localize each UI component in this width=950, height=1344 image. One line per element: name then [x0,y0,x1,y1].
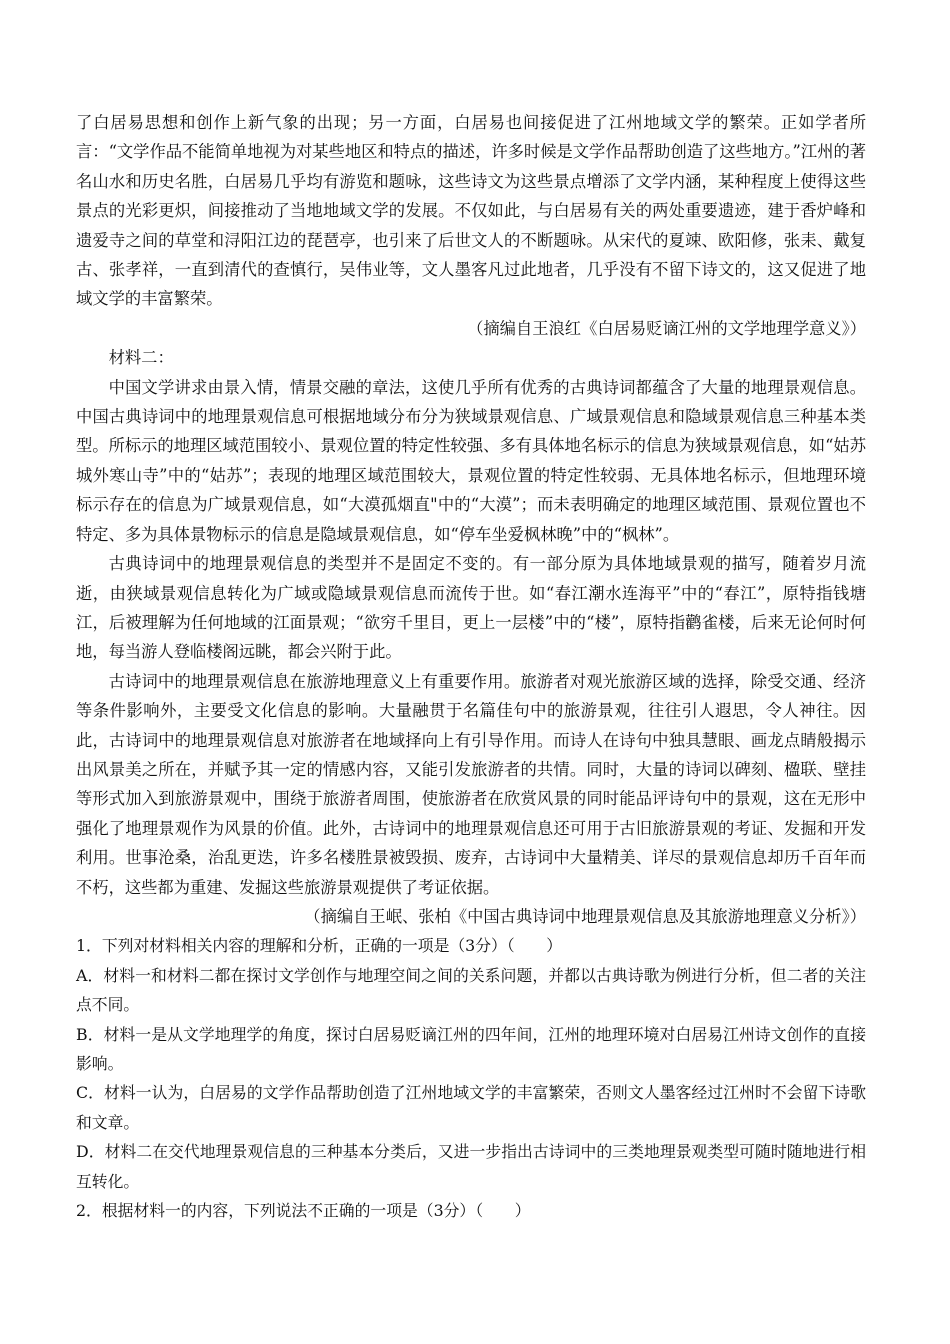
question-1-option-c[interactable]: C．材料一认为，白居易的文学作品帮助创造了江州地域文学的丰富繁荣，否则文人墨客经过江州时不会留下诗歌和文章。 [76,1083,866,1132]
material-two-paragraph-2: 古典诗词中的地理景观信息的类型并不是固定不变的。有一部分原为具体地域景观的描写，随着岁月流逝，由狭域景观信息转化为广域或隐域景观信息而流传于世。如“春江潮水连海平”中的“春江”，原特指钱塘江，后被理解为任何地域的江面景观；“欲穷千里目，更上一层楼”中的“楼”，原特指鹳雀楼，后来无论何时何地，每当游人登临楼阁远眺，都会兴附于此。 [76,554,866,662]
material-two-heading: 材料二： [108,348,174,368]
question-2-stem: 2．根据材料一的内容，下列说法不正确的一项是（3分）（ ） [76,1201,531,1221]
material-one-paragraph: 了白居易思想和创作上新气象的出现；另一方面，白居易也间接促进了江州地域文学的繁荣。正如学者所言：“文学作品不能简单地视为对某些地区和特点的描述，许多时候是文学作品帮助创造了这些地方。”江州的著名山水和历史名胜，白居易几乎均有游览和题咏，这些诗文为这些景点增添了文学内涵，某种程度上使得这些景点的光彩更炽，间接推动了当地地域文学的发展。不仅如此，与白居易有关的两处重要遗迹，建于香炉峰和遗爱寺之间的草堂和浔阳江边的琵琶亭，也引来了后世文人的不断题咏。从宋代的夏竦、欧阳修，张耒、戴复古、张孝祥，一直到清代的查慎行，吴伟业等，文人墨客凡过此地者，几乎没有不留下诗文的，这又促进了地域文学的丰富繁荣。 [76,113,867,309]
question-1-stem: 1．下列对材料相关内容的理解和分析，正确的一项是（3分）（ ） [76,936,563,956]
document-page [76,108,866,1225]
question-1-option-a[interactable]: A．材料一和材料二都在探讨文学创作与地理空间之间的关系问题，并都以古典诗歌为例进行分析，但二者的关注点不同。 [76,965,866,1015]
question-1-option-d[interactable]: D．材料二在交代地理景观信息的三种基本分类后，又进一步指出古诗词中的三类地理景观类型可随时随地进行相互转化。 [76,1142,866,1191]
question-1-option-b[interactable]: B．材料一是从文学地理学的角度，探讨白居易贬谪江州的四年间，江州的地理环境对白居易江州诗文创作的直接影响。 [76,1024,866,1073]
material-one-source: （摘编自王浪红《白居易贬谪江州的文学地理学意义》） [467,318,866,338]
material-two-paragraph-3: 古诗词中的地理景观信息在旅游地理意义上有重要作用。旅游者对观光旅游区域的选择，除受交通、经济等条件影响外，主要受文化信息的影响。大量融贯于名篇佳句中的旅游景观，往往引人遐思，令人神往。因此，古诗词中的地理景观信息对旅游者在地域择向上有引导作用。而诗人在诗句中独具慧眼、画龙点睛般揭示出风景美之所在，并赋予其一定的情感内容，又能引发旅游者的共情。同时，大量的诗词以碑刻、楹联、壁挂等形式加入到旅游景观中，围绕于旅游者周围，使旅游者在欣赏风景的同时能品评诗句中的景观，这在无形中强化了地理景观作为风景的价值。此外，古诗词中的地理景观信息还可用于古旧旅游景观的考证、发掘和开发利用。世事沧桑，治乱更迭，许多名楼胜景被毁损、废弃，古诗词中大量精美、详尽的景观信息却历千百年而不朽，这些都为重建、发掘这些旅游景观提供了考证依据。 [76,671,866,897]
material-two-source: （摘编自王岷、张柏《中国古典诗词中地理景观信息及其旅游地理意义分析》） [304,906,866,926]
material-two-paragraph-1: 中国文学讲求由景入情，情景交融的章法，这使几乎所有优秀的古典诗词都蕴含了大量的地理景观信息。中国古典诗词中的地理景观信息可根据地域分布分为狭域景观信息、广域景观信息和隐域景观信息三种基本类型。所标示的地理区域范围较小、景观位置的特定性较强、多有具体地名标示的信息为狭域景观信息，如“姑苏城外寒山寺”中的“姑苏”；表现的地理区域范围较大，景观位置的特定性较弱、无具体地名标示，但地理环境标示存在的信息为广域景观信息，如“大漠孤烟直"中的“大漠”；而未表明确定的地理区域范围、景观位置也不特定、多为具体景物标示的信息是隐域景观信息，如“停车坐爱枫林晚”中的“枫林”。 [76,377,866,544]
